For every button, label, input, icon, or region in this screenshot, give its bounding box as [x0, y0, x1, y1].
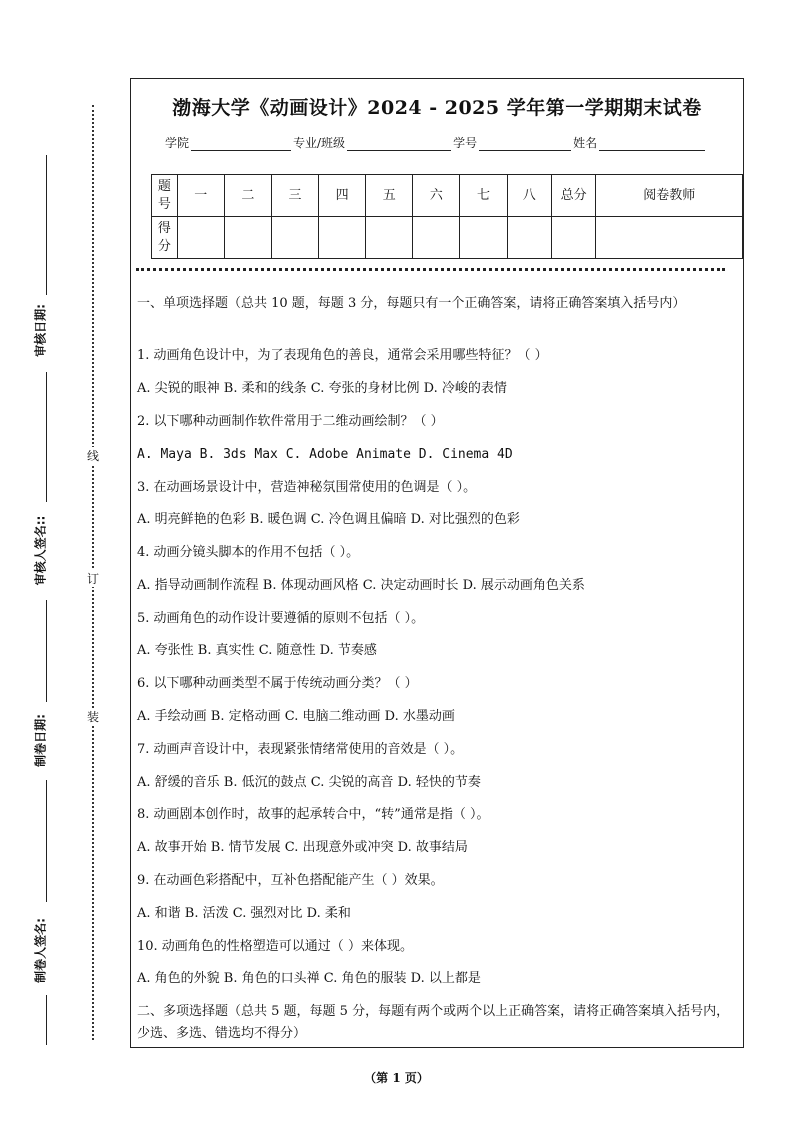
score-cell[interactable]	[271, 217, 318, 259]
options-8: A. 故事开始 B. 情节发展 C. 出现意外或冲突 D. 故事结局	[137, 840, 468, 855]
score-col-6: 六	[413, 175, 460, 217]
question-7: 7. 动画声音设计中，表现紧张情绪常使用的音效是（ ）。	[137, 742, 464, 757]
score-cell[interactable]	[319, 217, 366, 259]
score-col-2: 二	[224, 175, 271, 217]
exam-title: 渤海大学《动画设计》2024 - 2025 学年第一学期期末试卷	[172, 97, 702, 119]
question-5: 5. 动画角色的动作设计要遵循的原则不包括（ ）。	[137, 611, 425, 626]
score-cell[interactable]	[224, 217, 271, 259]
question-number-label: 题号	[152, 175, 178, 217]
grader-cell[interactable]	[596, 217, 743, 259]
name-field[interactable]	[599, 138, 705, 151]
score-col-1: 一	[177, 175, 224, 217]
score-col-4: 四	[319, 175, 366, 217]
options-1: A. 尖锐的眼神 B. 柔和的线条 C. 夸张的身材比例 D. 冷峻的表情	[137, 381, 507, 396]
options-7: A. 舒缓的音乐 B. 低沉的鼓点 C. 尖锐的高音 D. 轻快的节奏	[137, 775, 481, 790]
student-id-field[interactable]	[479, 138, 571, 151]
major-class-field[interactable]	[347, 138, 451, 151]
options-3: A. 明亮鲜艳的色彩 B. 暖色调 C. 冷色调且偏暗 D. 对比强烈的色彩	[137, 512, 520, 527]
score-cell[interactable]	[366, 217, 413, 259]
student-info-row	[165, 134, 707, 151]
score-table-header-row	[152, 175, 743, 217]
options-2: A. Maya B. 3ds Max C. Adobe Animate D. Cinema 4D	[137, 447, 513, 462]
question-6: 6. 以下哪种动画类型不属于传统动画分类？（ ）	[137, 676, 418, 691]
options-9: A. 和谐 B. 活泼 C. 强烈对比 D. 柔和	[137, 906, 351, 921]
score-col-8: 八	[507, 175, 551, 217]
score-table-score-row	[152, 217, 743, 259]
student-id-label: 学号	[453, 136, 478, 150]
review-date-label: 审核日期:	[33, 304, 48, 357]
major-class-label: 专业/班级	[293, 136, 346, 150]
gutter-mark-install: 装	[86, 710, 99, 724]
question-1: 1. 动画角色设计中，为了表现角色的善良，通常会采用哪些特征？（ ）	[137, 348, 548, 363]
options-10: A. 角色的外貌 B. 角色的口头禅 C. 角色的服装 D. 以上都是	[137, 971, 481, 986]
score-cell[interactable]	[413, 217, 460, 259]
maker-sign-label: 制卷人签名:	[33, 918, 48, 983]
reviewer-sign-label: 审核人签名::	[33, 515, 48, 586]
question-2: 2. 以下哪种动画制作软件常用于二维动画绘制？（ ）	[137, 414, 444, 429]
score-cell[interactable]	[177, 217, 224, 259]
options-5: A. 夸张性 B. 真实性 C. 随意性 D. 节奏感	[137, 643, 377, 658]
dotted-separator	[136, 268, 725, 271]
options-6: A. 手绘动画 B. 定格动画 C. 电脑二维动画 D. 水墨动画	[137, 709, 455, 724]
question-4: 4. 动画分镜头脚本的作用不包括（ ）。	[137, 545, 360, 560]
exam-paper	[130, 78, 744, 1048]
name-label: 姓名	[573, 136, 598, 150]
score-cell[interactable]	[460, 217, 507, 259]
score-col-7: 七	[460, 175, 507, 217]
section1-heading: 一、单项选择题（总共 10 题，每题 3 分，每题只有一个正确答案，请将正确答案填入括号内）	[137, 296, 686, 311]
score-col-5: 五	[366, 175, 413, 217]
score-cell[interactable]	[507, 217, 551, 259]
make-date-label: 制卷日期:	[33, 714, 48, 767]
make-date-line	[46, 600, 47, 702]
score-col-3: 三	[271, 175, 318, 217]
score-table	[151, 174, 743, 259]
score-col-total: 总分	[551, 175, 595, 217]
gutter-mark-bind: 订	[86, 572, 99, 586]
college-field[interactable]	[191, 138, 291, 151]
question-8: 8. 动画剧本创作时，故事的起承转合中，“转”通常是指（ ）。	[137, 807, 490, 822]
score-label: 得分	[152, 217, 178, 259]
page-number: （第 1 页）	[364, 1071, 429, 1085]
review-date-line	[46, 155, 47, 295]
grader-label: 阅卷教师	[596, 175, 743, 217]
options-4: A. 指导动画制作流程 B. 体现动画风格 C. 决定动画时长 D. 展示动画角色关系	[137, 578, 585, 593]
score-cell-total[interactable]	[551, 217, 595, 259]
maker-sign-line	[46, 780, 47, 902]
maker-sign-line-bottom	[46, 995, 47, 1045]
college-label: 学院	[165, 136, 190, 150]
gutter-mark-line: 线	[86, 449, 99, 463]
question-10: 10. 动画角色的性格塑造可以通过（ ）来体现。	[137, 939, 413, 954]
reviewer-sign-line	[46, 372, 47, 502]
section2-heading: 二、多项选择题（总共 5 题，每题 5 分，每题有两个或两个以上正确答案，请将正确答案填入括号内，少选、多选、错选均不得分）	[137, 1004, 730, 1041]
question-9: 9. 在动画色彩搭配中，互补色搭配能产生（ ）效果。	[137, 873, 444, 888]
question-3: 3. 在动画场景设计中，营造神秘氛围常使用的色调是（ ）。	[137, 480, 477, 495]
